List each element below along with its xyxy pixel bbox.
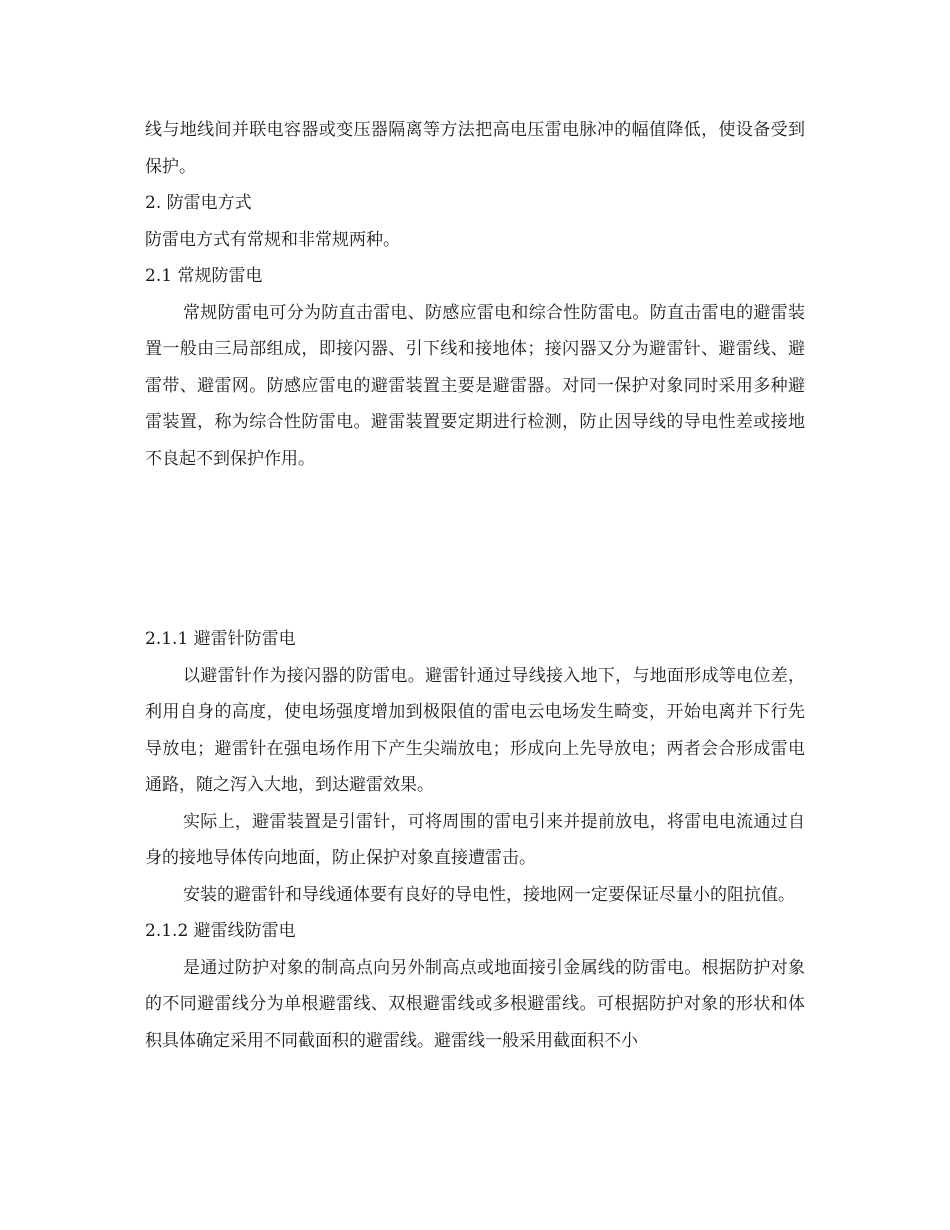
- paragraph-2-1-2: 是通过防护对象的制高点向另外制高点或地面接引金属线的防雷电。根据防护对象的不同避雷线分为单根避雷线、双根避雷线或多根避雷线。可根据防护对象的形状和体积具体确定采用不同截面积的避雷线。避雷线一般采用截面积不小: [145, 957, 805, 1051]
- section-bottom: [145, 621, 805, 1059]
- continuation-paragraph: 线与地线间并联电容器或变压器隔离等方法把高电压雷电脉冲的幅值降低，使设备受到保护。: [145, 120, 805, 177]
- paragraph-2-1-1-b: 实际上，避雷装置是引雷针，可将周围的雷电引来并提前放电，将雷电电流通过自身的接地导体传向地面，防止保护对象直接遭雷击。: [145, 811, 805, 868]
- heading-2: 2. 防雷电方式: [145, 193, 252, 213]
- paragraph-2-1-1-c: 安装的避雷针和导线通体要有良好的导电性，接地网一定要保证尽量小的阻抗值。: [183, 884, 795, 905]
- intro-paragraph-2: 防雷电方式有常规和非常规两种。: [145, 229, 400, 250]
- paragraph-2-1-1-a: 以避雷针作为接闪器的防雷电。避雷针通过导线接入地下，与地面形成等电位差，利用自身的高度，使电场强度增加到极限值的雷电云电场发生畸变，开始电离并下行先导放电；避雷针在强电场作用下产生尖端放电；形成向上先导放电；两者会合形成雷电通路，随之泻入大地，到达避雷效果。: [145, 665, 805, 795]
- heading-2-1-2: 2.1.2 避雷线防雷电: [145, 921, 296, 941]
- paragraph-2-1: 常规防雷电可分为防直击雷电、防感应雷电和综合性防雷电。防直击雷电的避雷装置一般由三局部组成，即接闪器、引下线和接地体；接闪器又分为避雷针、避雷线、避雷带、避雷网。防感应雷电的避雷装置主要是避雷器。对同一保护对象同时采用多种避雷装置，称为综合性防雷电。避雷装置要定期进行检测，防止因导线的导电性差或接地不良起不到保护作用。: [145, 302, 805, 469]
- heading-2-1-1: 2.1.1 避雷针防雷电: [145, 629, 296, 649]
- heading-2-1: 2.1 常规防雷电: [145, 266, 263, 286]
- section-top: [145, 112, 805, 477]
